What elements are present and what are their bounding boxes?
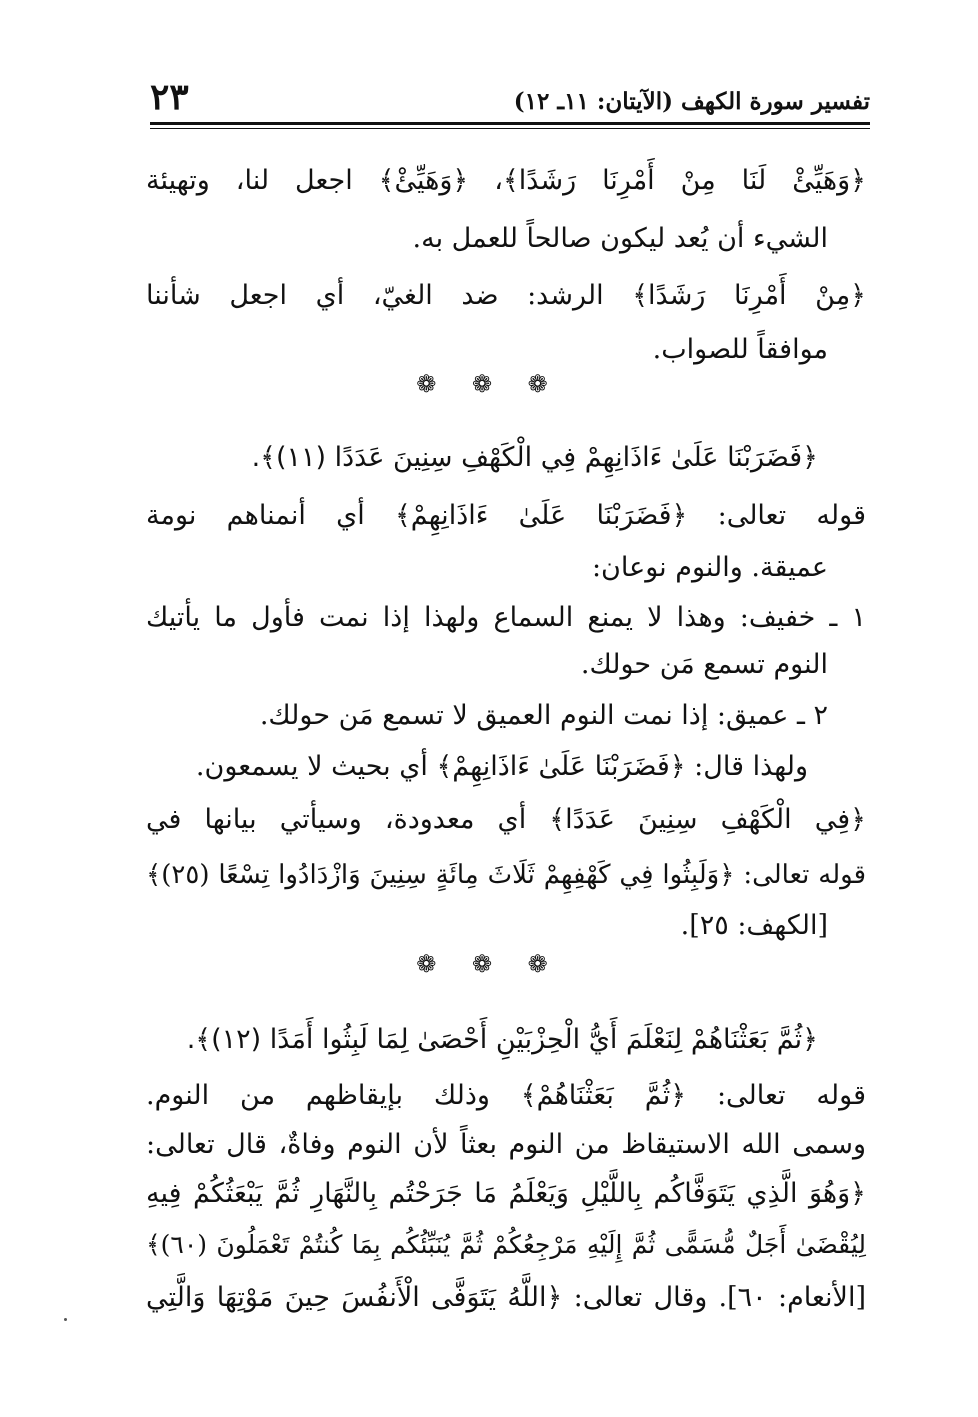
header-rule-thick	[150, 122, 870, 125]
text-line: قوله تعالى: ﴿فَضَرَبْنَا عَلَىٰ ءَاذَانِهِمْ﴾ أي أنمناهم نومة	[146, 500, 866, 531]
text-line: ولهذا قال: ﴿فَضَرَبْنَا عَلَىٰ ءَاذَانِهِمْ﴾ أي بحيث لا يسمعون.	[195, 751, 808, 782]
text-line: قوله تعالى: ﴿ثُمَّ بَعَثْنَاهُمْ﴾ وذلك بإيقاظهم من النوم.	[146, 1080, 866, 1111]
paper-speck	[64, 1318, 67, 1321]
verse-heading: ﴿فَضَرَبْنَا عَلَىٰ ءَاذَانِهِمْ فِي الْكَهْفِ سِنِينَ عَدَدًا (١١)﴾.	[251, 442, 818, 473]
text-line: ﴿وَهُوَ الَّذِي يَتَوَفَّاكُم بِاللَّيْلِ وَيَعْلَمُ مَا جَرَحْتُم بِالنَّهَارِ ثُمَّ يَبْعَثُكُمْ فِيهِ	[146, 1178, 866, 1209]
text-line: وسمى الله الاستيقاظ من النوم بعثاً لأن النوم وفاةٌ، قال تعالى:	[146, 1129, 866, 1160]
text-line: موافقاً للصواب.	[652, 334, 828, 365]
text-line: لِيُقْضَىٰ أَجَلٌ مُّسَمًّى ثُمَّ إِلَيْهِ مَرْجِعُكُمْ ثُمَّ يُنَبِّئُكُم بِمَا كُنتُمْ تَعْمَلُونَ (٦٠)﴾	[146, 1230, 866, 1259]
list-item: ١ ـ خفيف: وهذا لا يمنع السماع ولهذا إذا نمت فأول ما يأتيك	[146, 602, 866, 633]
text-line: الشيء أن يُعد ليكون صالحاً للعمل به.	[412, 223, 828, 254]
header-rule-thin	[150, 128, 870, 129]
list-item: ٢ ـ عميق: إذا نمت النوم العميق لا تسمع مَن حولك.	[259, 700, 828, 731]
text-line: [الكهف: ٢٥].	[680, 910, 828, 941]
section-divider: ❁ ❁ ❁	[416, 370, 562, 398]
page-number: ٢٣	[150, 76, 189, 118]
page-header	[150, 76, 870, 120]
text-line: قوله تعالى: ﴿وَلَبِثُوا فِي كَهْفِهِمْ ثَلَاثَ مِائَةٍ سِنِينَ وَازْدَادُوا تِسْعًا (٢٥)﴾	[146, 860, 866, 890]
running-title: تفسير سورة الكهف (الآيتان: ١١ـ ١٢)	[513, 88, 870, 115]
text-line: عميقة. والنوم نوعان:	[591, 552, 828, 583]
text-line: ﴿فِي الْكَهْفِ سِنِينَ عَدَدًا﴾ أي معدودة، وسيأتي بيانها في	[146, 804, 866, 835]
verse-heading: ﴿ثُمَّ بَعَثْنَاهُمْ لِنَعْلَمَ أَيُّ الْحِزْبَيْنِ أَحْصَىٰ لِمَا لَبِثُوا أَمَدًا (١٢)﴾.	[186, 1024, 818, 1055]
text-line: [الأنعام: ٦٠]. وقال تعالى: ﴿اللَّهُ يَتَوَفَّى الْأَنفُسَ حِينَ مَوْتِهَا وَالَّتِي	[146, 1282, 866, 1313]
text-line: ﴿وَهَيِّئْ لَنَا مِنْ أَمْرِنَا رَشَدًا﴾، ﴿وَهَيِّئْ﴾ اجعل لنا، وتهيئة	[146, 165, 866, 196]
text-line: النوم تسمع مَن حولك.	[580, 649, 828, 680]
text-line: ﴿مِنْ أَمْرِنَا رَشَدًا﴾ الرشد: ضد الغيّ، أي اجعل شأننا	[146, 280, 866, 311]
section-divider: ❁ ❁ ❁	[416, 950, 562, 978]
